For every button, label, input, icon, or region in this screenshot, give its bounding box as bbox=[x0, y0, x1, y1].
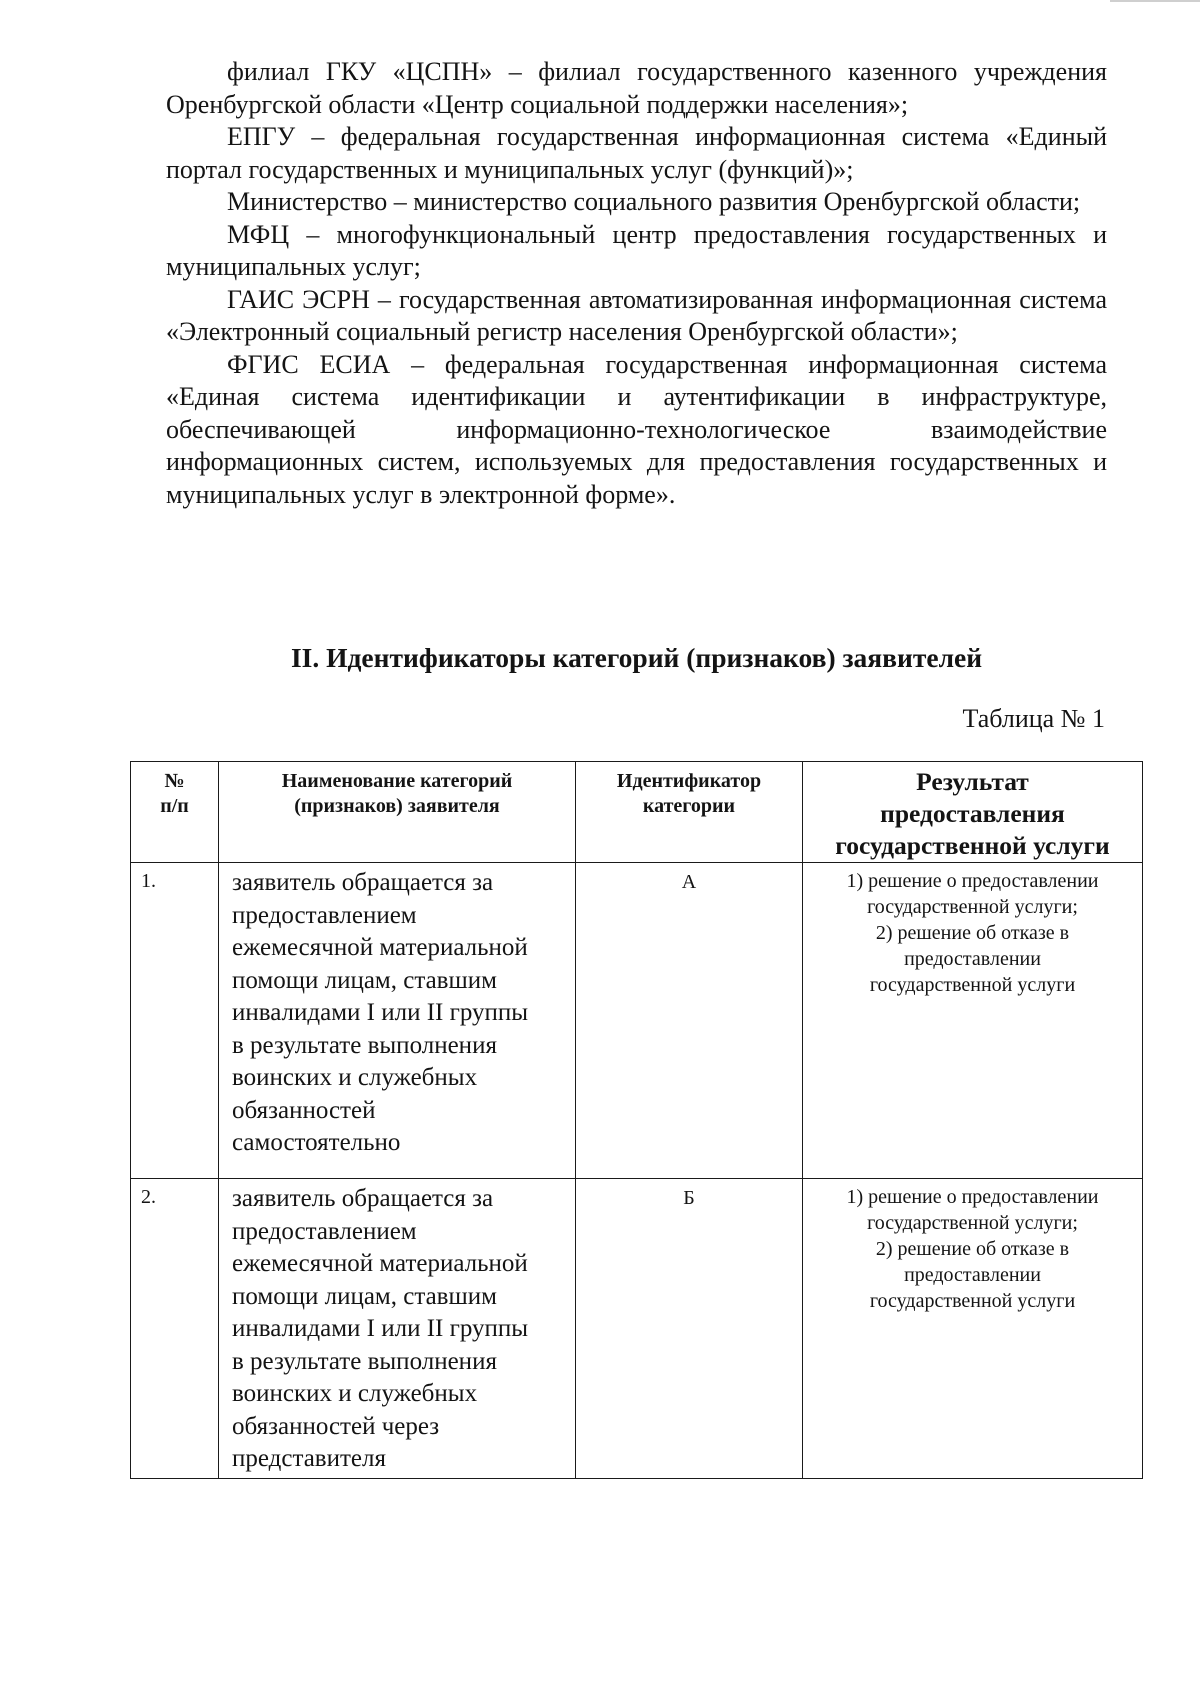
table-header-row bbox=[131, 762, 1143, 863]
header-category-id: Идентификатор категории bbox=[576, 762, 803, 863]
table-row bbox=[131, 1179, 1143, 1479]
row-number: 2. bbox=[131, 1179, 219, 1479]
row-category-description: заявитель обращается за предоставлением ежемесячной материальной помощи лицам, ставшим инвалидами I или II группы в результате выполнения воинских и служебных обязанностей через представителя bbox=[219, 1179, 576, 1479]
definitions-block bbox=[166, 56, 1107, 511]
applicant-categories-table bbox=[130, 761, 1143, 1479]
row-category-description: заявитель обращается за предоставлением ежемесячной материальной помощи лицам, ставшим инвалидами I или II группы в результате выполнения воинских и служебных обязанностей самостоятельно bbox=[219, 863, 576, 1179]
row-category-id: Б bbox=[576, 1179, 803, 1479]
header-category-name: Наименование категорий (признаков) заявителя bbox=[219, 762, 576, 863]
definition-fgis-esia: ФГИС ЕСИА – федеральная государственная информационная система «Единая система идентификации и аутентификации в инфраструктуре, обеспечивающей информационно-технологическое взаимодействие информационных систем, используемых для предоставления государственных и муниципальных услуг в электронной форме». bbox=[166, 349, 1107, 509]
scan-edge-mark bbox=[1110, 0, 1200, 2]
definition-gku-cspn: филиал ГКУ «ЦСПН» – филиал государственного казенного учреждения Оренбургской области «Центр социальной поддержки населения»; bbox=[166, 57, 1107, 119]
row-result: 1) решение о предоставлении государственной услуги; 2) решение об отказе в предоставлении государственной услуги bbox=[803, 863, 1143, 1179]
definition-mfc: МФЦ – многофункциональный центр предоставления государственных и муниципальных услуг; bbox=[166, 219, 1107, 281]
definition-epgu: ЕПГУ – федеральная государственная информационная система «Единый портал государственных и муниципальных услуг (функций)»; bbox=[166, 122, 1107, 184]
table-caption: Таблица № 1 bbox=[962, 704, 1105, 733]
header-number: № п/п bbox=[131, 762, 219, 863]
section-title: II. Идентификаторы категорий (признаков) заявителей bbox=[290, 642, 983, 673]
definition-gais-esrn: ГАИС ЭСРН – государственная автоматизированная информационная система «Электронный социальный регистр населения Оренбургской области»; bbox=[166, 284, 1107, 346]
row-result: 1) решение о предоставлении государственной услуги; 2) решение об отказе в предоставлении государственной услуги bbox=[803, 1179, 1143, 1479]
header-result: Результат предоставления государственной услуги bbox=[803, 762, 1143, 863]
row-category-id: А bbox=[576, 863, 803, 1179]
row-number: 1. bbox=[131, 863, 219, 1179]
definition-ministry: Министерство – министерство социального развития Оренбургской области; bbox=[227, 187, 1081, 216]
table-row bbox=[131, 863, 1143, 1179]
